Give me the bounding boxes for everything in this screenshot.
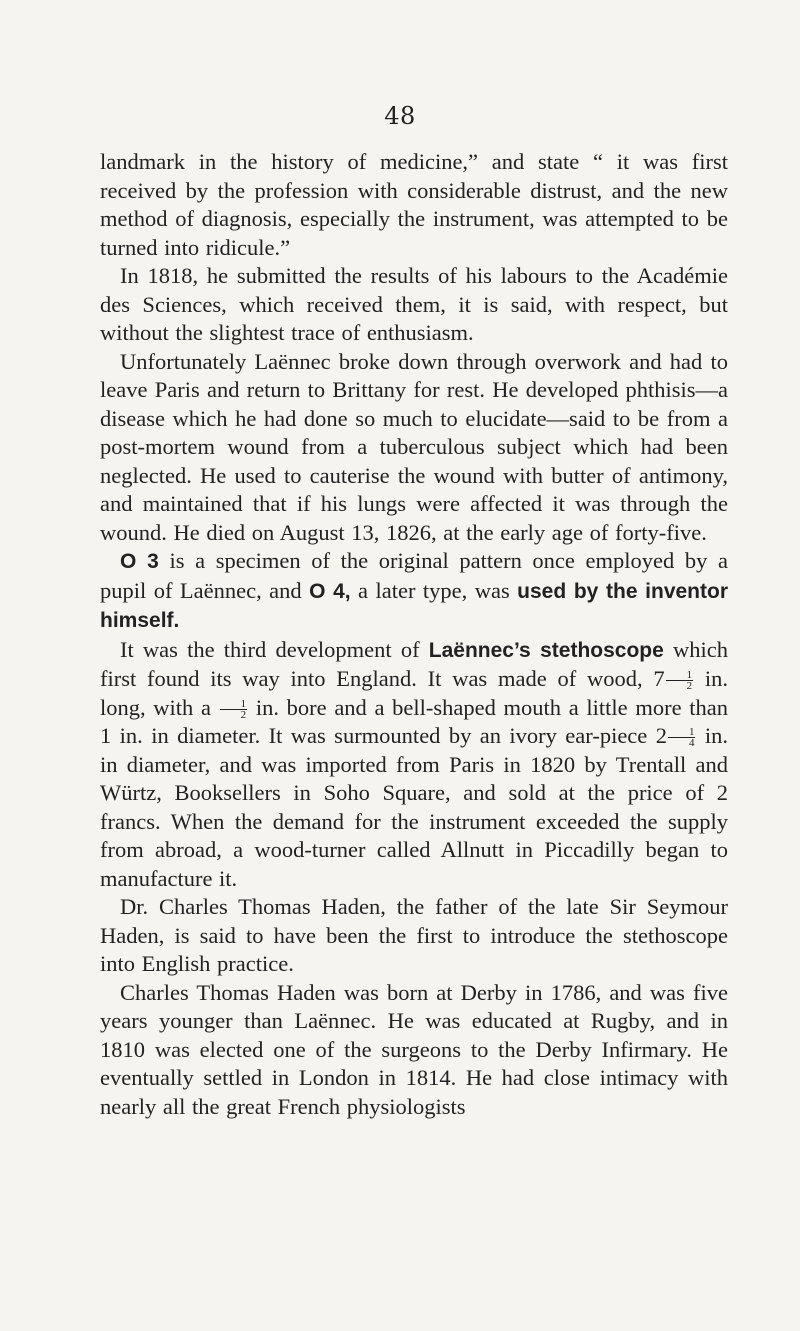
text-run: in. long, with a [100,666,728,720]
text-run: Dr. Charles Thomas Haden, the father of the late Sir Seymour Haden, is said to have been the first to introduce the stethoscope into English practice. [100,894,728,976]
page-body [100,148,728,1121]
fraction: $\frac{1}{4}$ [668,727,696,748]
text-run: in. bore and a bell-shaped mouth a little more than 1 in. in diameter. It was surmounted by an ivory ear-piece 2 [100,694,728,748]
text-run: It was the third development of [120,636,429,662]
text-run: Charles Thomas Haden was born at Derby in 1786, and was five years younger than Laënnec. He was educated at Rugby, and in 1810 was elected one of the surgeons to the Derby Infirmary. He eventually settled in London in 1814. He had close intimacy with nearly all the great French physiologists [100,979,728,1119]
text-run: a later type, was [350,577,518,603]
text-run: landmark in the history of medicine,” and state “ it was first received by the profession with considerable distrust, and the new method of diagnosis, especially the instrument, was attempted to be turned into ridicule.” [100,149,728,260]
text-run: Unfortunately Laënnec broke down through overwork and had to leave Paris and return to Brittany for rest. He developed phthisis—a disease which he had done so much to elucidate—said to be from a post-mortem wound from a tuberculous subject which had been neglected. He used to cauterise the wound with butter of antimony, and maintained that if his lungs were affected it was through the wound. He died on August 13, 1826, at the early age of forty-five. [100,348,728,545]
paragraph [100,636,728,894]
bold-text: used by the inventor himself. [100,579,729,632]
fraction: $\frac{1}{2}$ [666,670,694,691]
text-run: In 1818, he submitted the results of his labours to the Académie des Sciences, which received them, it is said, with respect, but without the slightest trace of enthusiasm. [100,263,728,345]
bold-text: Laënnec’s stethoscope [428,638,664,662]
bold-text: O 4, [309,579,351,603]
text-run: is a specimen of the original pattern once employed by a pupil of Laënnec, and [100,548,728,603]
text-run: which first found its way into England. It was made of wood, 7 [100,636,728,691]
paragraph [100,979,728,1122]
text-run: in. in diameter, and was imported from Paris in 1820 by Trentall and Würtz, Booksellers in Soho Square, and sold at the price of 2 francs. When the demand for the instrument exceeded the supply from abroad, a wood-turner called Allnutt in Piccadilly began to manufacture it. [100,723,728,891]
paragraph [100,893,728,979]
fraction: $\frac{1}{2}$ [220,699,248,720]
page-number: 48 [384,102,416,130]
bold-text: O 3 [120,550,159,573]
paragraph [100,547,728,636]
paragraph [100,348,728,548]
paragraph [100,262,728,348]
paragraph [100,148,728,262]
